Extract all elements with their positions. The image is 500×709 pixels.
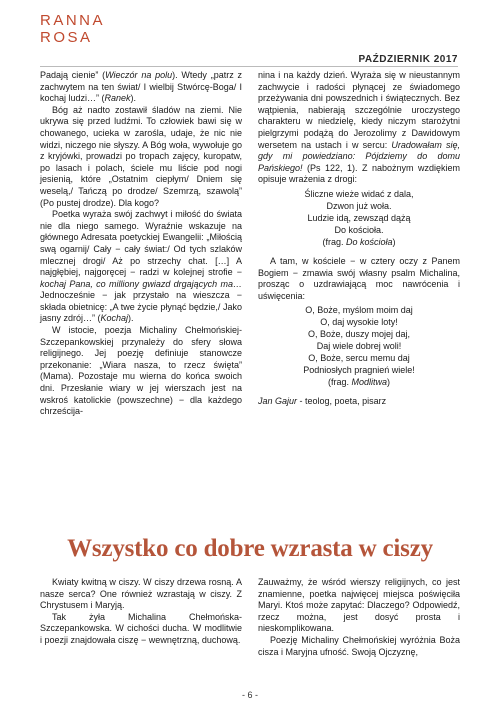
article2-column-2 [258,577,460,658]
issue-date: PAŹDZIERNIK 2017 [358,54,458,65]
paragraph: A tam, w kościele − w cztery oczy z Panem Bogiem − zmawia swój własny psalm Michalina, prosząc o uzdrawiającą moc nawrócenia i uświęcenia: [258,255,460,301]
paragraph: Bóg aż nadto zostawił śladów na ziemi. Nie ukrywa się przed ludźmi. To człowiek bawi się w chowanego, ucieka w zarośla, udaje, że nic nie widzi, niczego nie słyszy. A Bóg woła, wywołuje go z kryjówki, prowadzi po tropach zajęcy, kuropatw, po lasach i polach, ściele mu liście pod nogi jesienią, które „Ostatnim ciepłym/ Dniem się weselą,/ Tańczą po drodze/ Szemrzą, szawolą” (Po pustej drodze). Dla kogo? [40,104,242,208]
poem-line: Podniosłych pragnień wiele! [303,365,415,376]
poem-line: O, Boże, myślom moim daj [305,305,413,316]
poem-line: Daj wiele dobrej woli! [316,341,402,352]
poem-line: Ludzie idą, zewsząd dążą [307,212,411,223]
article1-column-2 [258,70,460,408]
paragraph: Tak żyła Michalina Chełmońska-Szczepankowska. W cichości ducha. W modlitwie i poezji znajdowała ciszę − wewnętrzną, duchową. [40,611,242,645]
magazine-logo [40,12,106,46]
paragraph: Kwiaty kwitną w ciszy. W ciszy drzewa rosną. A nasze serca? One również wzrastają w ciszy. Z Chrystusem i Maryją. [40,577,242,611]
poem-excerpt-1 [258,188,460,248]
article2-column-1 [40,577,242,647]
poem-excerpt-2 [258,304,460,388]
poem-line: Śliczne wieże widać z dala, [304,188,414,199]
paragraph: Poetka wyraża swój zachwyt i miłość do świata nie dla niego samego. Wyraźnie wskazuje na głównego Adresata poetyckiej Ewangelii: „Miłością swą ogarnij/ Cały − cały świat:/ Od tych szlaków mlecznej drogi/ Aż po strzechy chat. […] A najgłębiej, najgoręcej − radzi w kolejnej strofie − kochaj Pana, co milliony gwiazd drgających ma… Jednocześnie − jak przystało na wieszcza − składa obietnicę: „A twe życie płynąć będzie,/ Jako jasny zdrój…” (Kochaj). [40,209,242,324]
paragraph: Zauważmy, że wśród wierszy religijnych, co jest znamienne, poetka najwięcej miejsca poświęciła Maryi. Ktoś może zapytać: Dlaczego? Odpowiedź, rzecz można, jest dosyć prosta i nieskomplikowana. [258,577,460,634]
logo-line-2: ROSA [40,29,93,46]
header-divider [40,66,458,67]
poem-line: O, Boże, sercu memu daj [308,353,410,364]
author-signature: Jan Gajur - teolog, poeta, pisarz [258,396,387,407]
article1-column-1 [40,70,242,418]
poem-line: Dzwon już woła. [326,200,392,211]
article2-title: Wszystko co dobre wzrasta w ciszy [67,535,433,562]
logo-line-1: RANNA [40,12,106,29]
poem-line: O, daj wysokie loty! [320,317,398,328]
poem-reference: (frag. Do kościoła) [322,236,396,247]
paragraph: Poezję Michaliny Chełmońskiej wyróżnia Boża cisza i Maryjna ufność. Swoją Ojczyznę, [258,634,460,657]
paragraph: Padają cienie” (Wieczór na polu). Wtedy „patrz z zachwytem na ten świat/ I wielbij Stwórcę-Boga/ I kochaj ludzi…” (Ranek). [40,70,243,104]
poem-line: O, Boże, duszy mojej daj, [307,329,411,340]
poem-line: Do kościoła. [334,224,384,235]
paragraph: W istocie, poezja Michaliny Chełmońskiej-Szczepankowskiej przynależy do sfery słowa religijnego. Jej poezję definiuje stanowcze przekonanie: „Wiara nasza, to rzecz święta” (Mama). Pozostaje mu wierna do końca swoich dni. Przesłanie wiary w jej wierszach jest na wskroś katolickie (powszechne) − dla każdego chrześcija- [40,325,242,417]
poem-reference: (frag. Modlitwa) [327,377,391,388]
page-number: - 6 - [241,690,258,700]
paragraph: nina i na każdy dzień. Wyraża się w nieustannym zachwycie i radości płynącej ze świadomego przeżywania dni powszednich i świątecznych. Bez wątpienia, nabierają szczególnie uroczystego charakteru w niedzielę, kiedy niczym starożytni pielgrzymi podążą do Jerozolimy z Dawidowym wersetem na ustach i w sercu: Uradowałam się, gdy mi powiedziano: Pójdziemy do domu Pańskiego! (Ps 122, 1). Z nabożnym wzdiękiem opisuje wrażenia z drogi: [258,70,460,185]
